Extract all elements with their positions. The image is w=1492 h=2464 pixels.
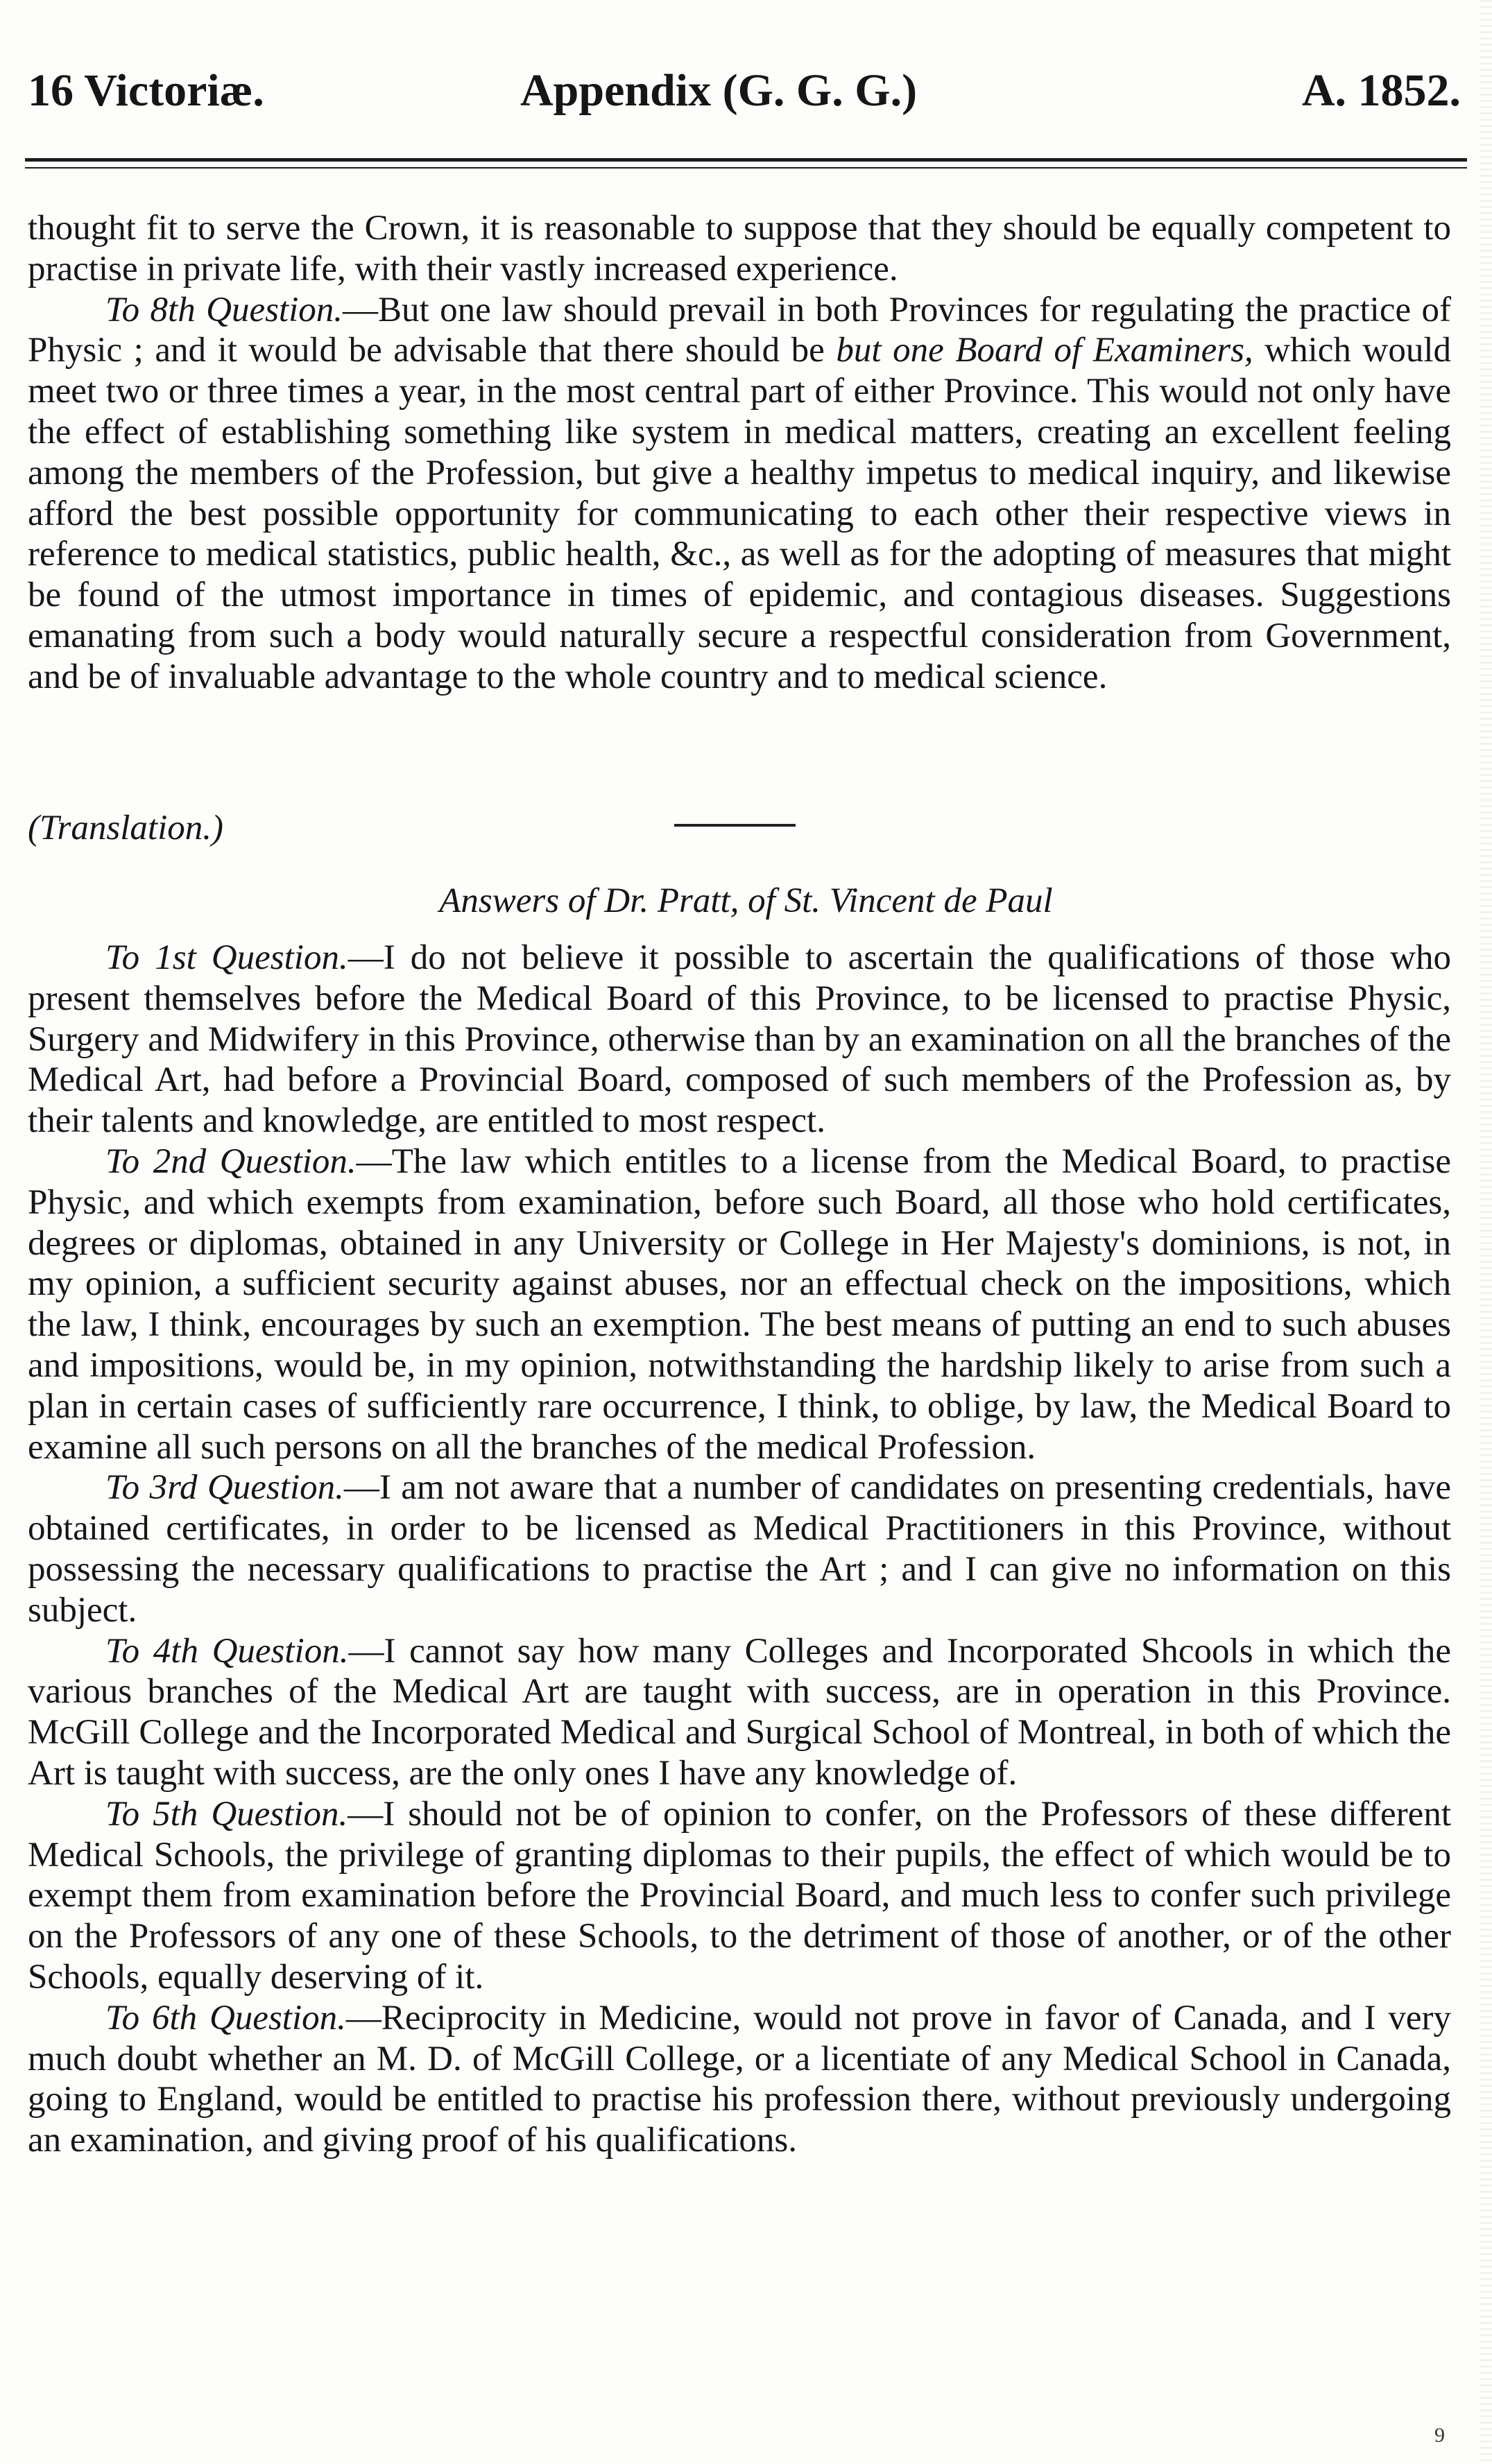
answers-list	[28, 938, 1451, 2161]
answers-heading: Answers of Dr. Pratt, of St. Vincent de Paul	[439, 881, 1053, 920]
answer-8-label: To 8th Question.	[105, 290, 343, 329]
answer-text: —I should not be of opinion to confer, on the Professors of these different Medical Schools, the privilege of granting diplomas to their pupils, the effect of which would be to exempt them from examination before the Provincial Board, and much less to confer such privilege on the Professors of any one of these Schools, to the detriment of those of another, or of the other Schools, equally deserving of it.	[28, 1794, 1451, 1997]
question-label: To 5th Question.	[105, 1794, 348, 1834]
question-label: To 4th Question.	[105, 1631, 349, 1671]
question-label: To 2nd Question.	[105, 1141, 357, 1181]
answer-paragraph	[28, 1467, 1451, 1630]
continuation-text	[28, 208, 1451, 698]
answer-text: —I cannot say how many Colleges and Incorporated Shcools in which the various branches of the Medical Art are taught with success, are in operation in this Province. McGill College and the Incorporated Medical and Surgical School of Montreal, in both of which the Art is taught with success, are the only ones I have any knowledge of.	[28, 1631, 1451, 1793]
question-label: To 6th Question.	[105, 1998, 346, 2037]
header-year: A. 1852.	[1301, 65, 1461, 116]
question-label: To 1st Question.	[105, 938, 348, 977]
header-appendix: Appendix (G. G. G.)	[520, 65, 918, 116]
answer-8-text-b: which would meet two or three times a year, in the most central part of either Province. This would not only have the effect of establishing something like system in medical matters, creating an excellent feeling among the members of the Profession, but give a healthy impetus to medical inquiry, and likewise afford the best possible opportunity for communicating to each other their respective views in reference to medical statistics, public health, &c., as well as for the adopting of measures that might be found of the utmost importance in times of epidemic, and contagious diseases. Suggestions emanating from such a body would naturally secure a respectful consideration from Government, and be of invaluable advantage to the whole country and to medical science.	[28, 331, 1451, 696]
continuation-paragraph: thought fit to serve the Crown, it is reasonable to suppose that they should be equally competent to practise in private life, with their vastly increased experience.	[28, 209, 1451, 288]
answer-paragraph	[28, 1631, 1451, 1794]
answer-paragraph	[28, 1998, 1451, 2161]
header-rule-thin	[25, 167, 1467, 169]
answer-8-emphasis: but one Board of Examiners,	[836, 331, 1253, 370]
scan-edge	[1480, 0, 1492, 2464]
translation-label: (Translation.)	[28, 809, 223, 847]
answer-text: —I am not aware that a number of candidates on presenting credentials, have obtained certificates, in order to be licensed as Medical Practitioners in this Province, without possessing the necessary qualifications to practise the Art ; and I can give no information on this subject.	[28, 1468, 1451, 1630]
answer-paragraph	[28, 938, 1451, 1141]
answer-paragraph	[28, 1141, 1451, 1467]
header-rule-thick	[25, 158, 1467, 162]
header-volume: 16 Victoriæ.	[28, 65, 264, 116]
question-label: To 3rd Question.	[105, 1468, 344, 1508]
answer-text: —Reciprocity in Medicine, would not prove in favor of Canada, and I very much doubt whether an M. D. of McGill College, or a licentiate of any Medical School in Canada, going to England, would be entitled to practise his profession there, without previously undergoing an examination, and giving proof of his qualifications.	[28, 1998, 1451, 2160]
answer-paragraph	[28, 1794, 1451, 1998]
page-mark: 9	[1434, 2424, 1445, 2447]
answer-8-text-a: —But one law should prevail in both Provinces for regulating the practice of Physic ; and it would be advisable that there should be	[28, 290, 1451, 370]
answer-text: —The law which entitles to a license from the Medical Board, to practise Physic, and which exempts from examination, before such Board, all those who hold certificates, degrees or diplomas, obtained in any University or College in Her Majesty's dominions, is not, in my opinion, a sufficient security against abuses, nor an effectual check on the impositions, which the law, I think, encourages by such an exemption. The best means of putting an end to such abuses and impositions, would be, in my opinion, notwithstanding the hardship likely to arise from such a plan in certain cases of sufficiently rare occurrence, I think, to oblige, by law, the Medical Board to examine all such persons on all the branches of the medical Profession.	[28, 1141, 1451, 1467]
section-divider	[674, 824, 796, 827]
answer-8-paragraph	[28, 290, 1451, 698]
answer-text: —I do not believe it possible to ascertain the qualifications of those who present themselves before the Medical Board of this Province, to be licensed to practise Physic, Surgery and Midwifery in this Province, otherwise than by an examination on all the branches of the Medical Art, had before a Provincial Board, composed of such members of the Profession as, by their talents and knowledge, are entitled to most respect.	[28, 938, 1451, 1141]
running-header	[28, 65, 1461, 151]
